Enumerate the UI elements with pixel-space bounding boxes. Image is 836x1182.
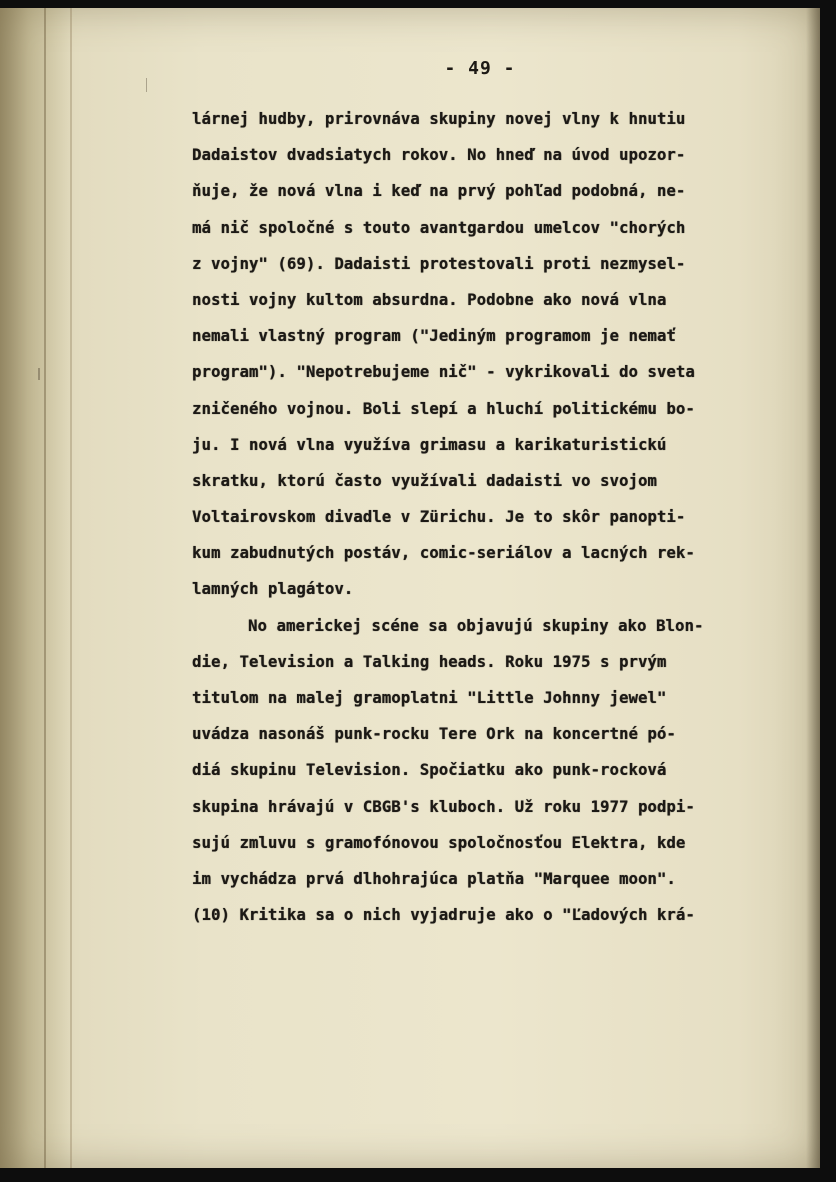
text-line: zničeného vojnou. Boli slepí a hluchí politickému bo- <box>192 399 695 418</box>
text-line: skratku, ktorú často využívali dadaisti vo svojom <box>192 471 657 490</box>
text-line: die, Television a Talking heads. Roku 1975 s prvým <box>192 652 667 671</box>
text-line: program"). "Nepotrebujeme nič" - vykrikovali do sveta <box>192 363 695 382</box>
paper-mark <box>38 368 40 380</box>
text-line: (10) Kritika sa o nich vyjadruje ako o "Ľadových krá- <box>192 906 695 925</box>
text-line: lamných plagátov. <box>192 580 354 599</box>
text-line: skupina hrávajú v CBGB's kluboch. Už roku 1977 podpi- <box>192 797 695 816</box>
text-line: nemali vlastný program ("Jediným programom je nemať <box>192 327 676 346</box>
text-line: titulom na malej gramoplatni "Little Johnny jewel" <box>192 689 667 707</box>
binding-edge <box>44 8 46 1168</box>
text-line: im vychádza prvá dlhohrajúca platňa "Marquee moon". <box>192 869 676 888</box>
paper-mark <box>146 78 147 92</box>
text-line: kum zabudnutých postáv, comic-seriálov a lacných rek- <box>192 544 695 563</box>
binding-shadow <box>0 8 70 1168</box>
text-line: má nič spoločné s touto avantgardou umelcov "chorých <box>192 218 686 237</box>
text-line: nosti vojny kultom absurdna. Podobne ako nová vlna <box>192 290 667 309</box>
text-line: diá skupinu Television. Spočiatku ako punk-rocková <box>192 761 667 780</box>
text-line: ju. I nová vlna využíva grimasu a karikaturistickú <box>192 435 667 454</box>
text-line: ňuje, že nová vlna i keď na prvý pohľad podobná, ne- <box>192 182 686 201</box>
text-line: Voltairovskom divadle v Zürichu. Je to skôr panopti- <box>192 508 686 527</box>
binding-fold <box>70 8 72 1168</box>
text-line: Dadaistov dvadsiatych rokov. No hneď na úvod upozor- <box>192 146 686 165</box>
text-line: uvádza nasonáš punk-rocku Tere Ork na koncertné pó- <box>192 725 676 744</box>
body-text <box>192 101 792 933</box>
text-line: No americkej scéne sa objavujú skupiny ako Blon- <box>248 616 704 635</box>
text-line: z vojny" (69). Dadaisti protestovali proti nezmysel- <box>192 254 686 273</box>
text-line: lárnej hudby, prirovnáva skupiny novej vlny k hnutiu <box>192 110 686 128</box>
text-line: sujú zmluvu s gramofónovou spoločnosťou Elektra, kde <box>192 833 686 852</box>
page-edge-shadow <box>806 8 820 1168</box>
page-number: - 49 - <box>444 58 516 79</box>
